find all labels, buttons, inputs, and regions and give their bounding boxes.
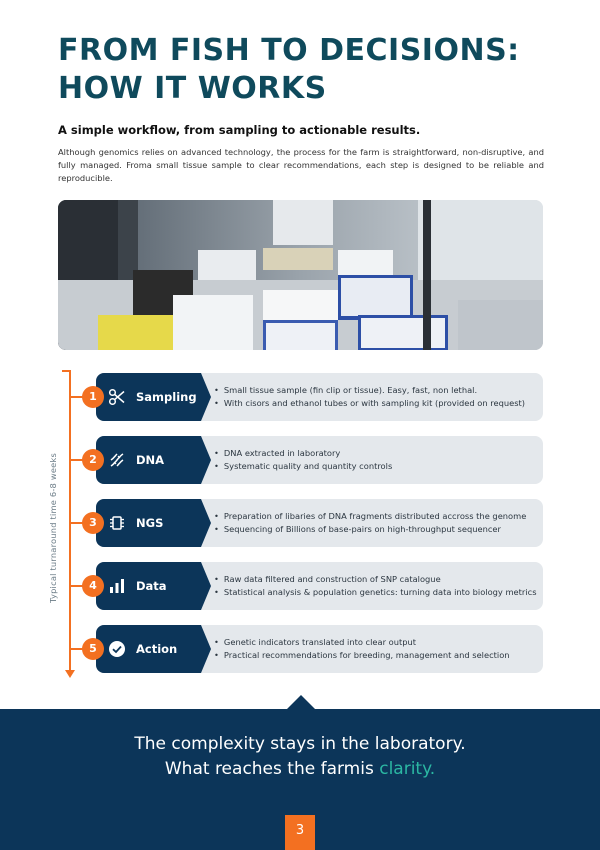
scissors-icon <box>108 388 126 406</box>
step-number-badge: 5 <box>82 638 104 660</box>
step-bullet: • Preparation of libaries of DNA fragments distributed accross the genome <box>214 510 539 523</box>
step-number-badge: 4 <box>82 575 104 597</box>
step-number-badge: 1 <box>82 386 104 408</box>
step-bullets <box>214 436 539 484</box>
tagline-prefix: What reaches the farmis <box>164 759 380 779</box>
page-title-line-1: FROM FISH TO DECISIONS: <box>58 33 520 68</box>
timeline-line <box>69 370 71 672</box>
dna-icon <box>108 451 126 469</box>
footer-notch <box>286 695 316 710</box>
step-label: DNA <box>136 453 165 467</box>
step-bullet: • Small tissue sample (fin clip or tissue). Easy, fast, non lethal. <box>214 384 539 397</box>
timeline-start-tick <box>62 370 71 372</box>
step-bullets <box>214 499 539 547</box>
step-bullet: • Genetic indicators translated into clear output <box>214 636 539 649</box>
tagline-line-2 <box>0 759 600 779</box>
step-bullets <box>214 625 539 673</box>
step-bullet: • Practical recommendations for breeding, management and selection <box>214 649 539 662</box>
step-bullets <box>214 562 539 610</box>
step-bullet: • Statistical analysis & population genetics: turning data into biology metrics <box>214 586 539 599</box>
step-bullet: • Sequencing of Billions of base-pairs on high-throughput sequencer <box>214 523 539 536</box>
chip-icon <box>108 514 126 532</box>
tagline-accent: clarity. <box>379 759 436 779</box>
step-bullet: • With cisors and ethanol tubes or with sampling kit (provided on request) <box>214 397 539 410</box>
bar-chart-icon <box>108 577 126 595</box>
timeline-label: Typical turnaround time 6-8 weeks <box>48 453 58 603</box>
step-number-badge: 3 <box>82 512 104 534</box>
timeline-arrow-icon <box>65 670 75 678</box>
step-label: NGS <box>136 516 164 530</box>
workflow-step-sampling <box>89 373 543 421</box>
subtitle: A simple workflow, from sampling to actionable results. <box>58 123 421 137</box>
page-number: 3 <box>285 815 315 850</box>
laboratory-photo <box>58 200 543 350</box>
step-label: Data <box>136 579 167 593</box>
step-bullets <box>214 373 539 421</box>
step-bullet: • Systematic quality and quantity controls <box>214 460 539 473</box>
step-label: Action <box>136 642 178 656</box>
workflow-step-ngs <box>89 499 543 547</box>
workflow-step-data <box>89 562 543 610</box>
intro-paragraph: Although genomics relies on advanced technology, the process for the farm is straightforward, non-disruptive, and fully managed. Froma small tissue sample to clear recommendations, each step is designed to be reliable and reproducible. <box>58 147 544 183</box>
page-title-line-2: HOW IT WORKS <box>58 71 327 106</box>
workflow-step-action <box>89 625 543 673</box>
page-title <box>58 32 558 108</box>
check-circle-icon <box>108 640 126 658</box>
step-bullet: • Raw data filtered and construction of SNP catalogue <box>214 573 539 586</box>
step-label: Sampling <box>136 390 197 404</box>
tagline-line-1: The complexity stays in the laboratory. <box>134 734 466 754</box>
workflow-step-dna <box>89 436 543 484</box>
step-number-badge: 2 <box>82 449 104 471</box>
step-bullet: • DNA extracted in laboratory <box>214 447 539 460</box>
